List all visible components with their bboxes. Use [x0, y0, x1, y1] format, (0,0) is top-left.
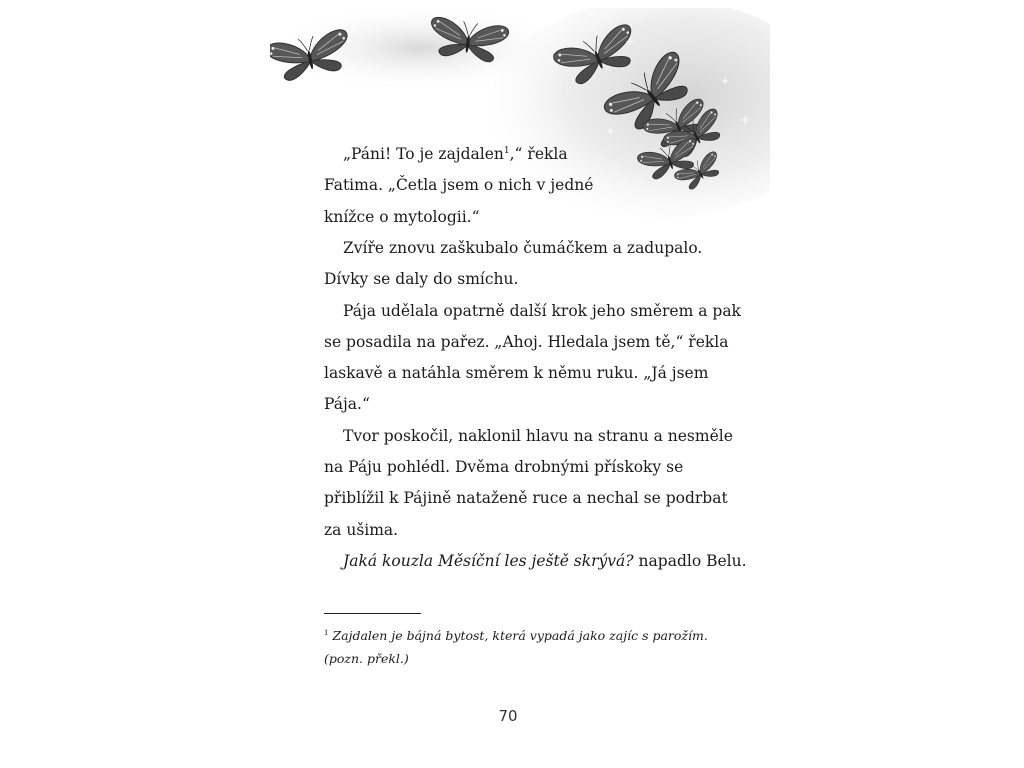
text-line: [324, 458, 683, 476]
text-span: ,“ řekla: [509, 145, 568, 163]
text-line: [324, 521, 398, 539]
text-span: Pája.“: [324, 395, 370, 414]
text-line: [324, 489, 728, 507]
text-line: [324, 208, 480, 226]
text-span: Pája udělala opatrně další krok jeho směrem a pak: [343, 301, 741, 320]
text-span: laskavě a natáhla směrem k němu ruku. „Já jsem: [324, 364, 709, 383]
text-span: Zvíře znovu zaškubalo čumáčkem a zadupalo.: [343, 238, 703, 257]
text-span: „Páni! To je zajdalen: [343, 145, 504, 163]
italic-text: Jaká kouzla Měsíční les ještě skrývá?: [343, 551, 634, 570]
footnote-text: Zajdalen je bájná bytost, která vypadá jako zajíc s parožím.: [328, 628, 708, 643]
text-line: [343, 302, 741, 320]
text-span: Fatima. „Četla jsem o nich v jedné: [324, 176, 594, 195]
text-span: za ušima.: [324, 520, 399, 539]
page-number: 70: [498, 707, 518, 725]
footnote-line-1: [324, 628, 708, 643]
text-span: přiblížil k Pájině nataženě ruce a nechal se podrbat: [324, 489, 728, 508]
text-span: napadlo Belu.: [633, 551, 747, 570]
text-span: Dívky se daly do smíchu.: [324, 270, 519, 289]
text-line: [324, 176, 593, 194]
footnote-line-2: (pozn. překl.): [324, 651, 409, 666]
footnote-reference: 1: [503, 145, 510, 156]
text-line: [324, 364, 708, 382]
text-line: [324, 333, 728, 351]
text-span: se posadila na pařez. „Ahoj. Hledala jsem tě,“ řekla: [324, 332, 729, 351]
text-line: [343, 552, 747, 570]
text-line: [324, 395, 370, 413]
footnote-marker: 1: [324, 628, 329, 637]
text-span: Tvor poskočil, naklonil hlavu na stranu a nesměle: [343, 426, 733, 445]
text-span: knížce o mytologii.“: [324, 207, 480, 226]
text-line: [343, 145, 568, 163]
text-line: [343, 239, 702, 257]
footnote-separator: [324, 613, 421, 614]
text-line: [343, 427, 733, 445]
text-span: na Páju pohlédl. Dvěma drobnými přískoky se: [324, 458, 684, 476]
text-line: [324, 270, 518, 288]
